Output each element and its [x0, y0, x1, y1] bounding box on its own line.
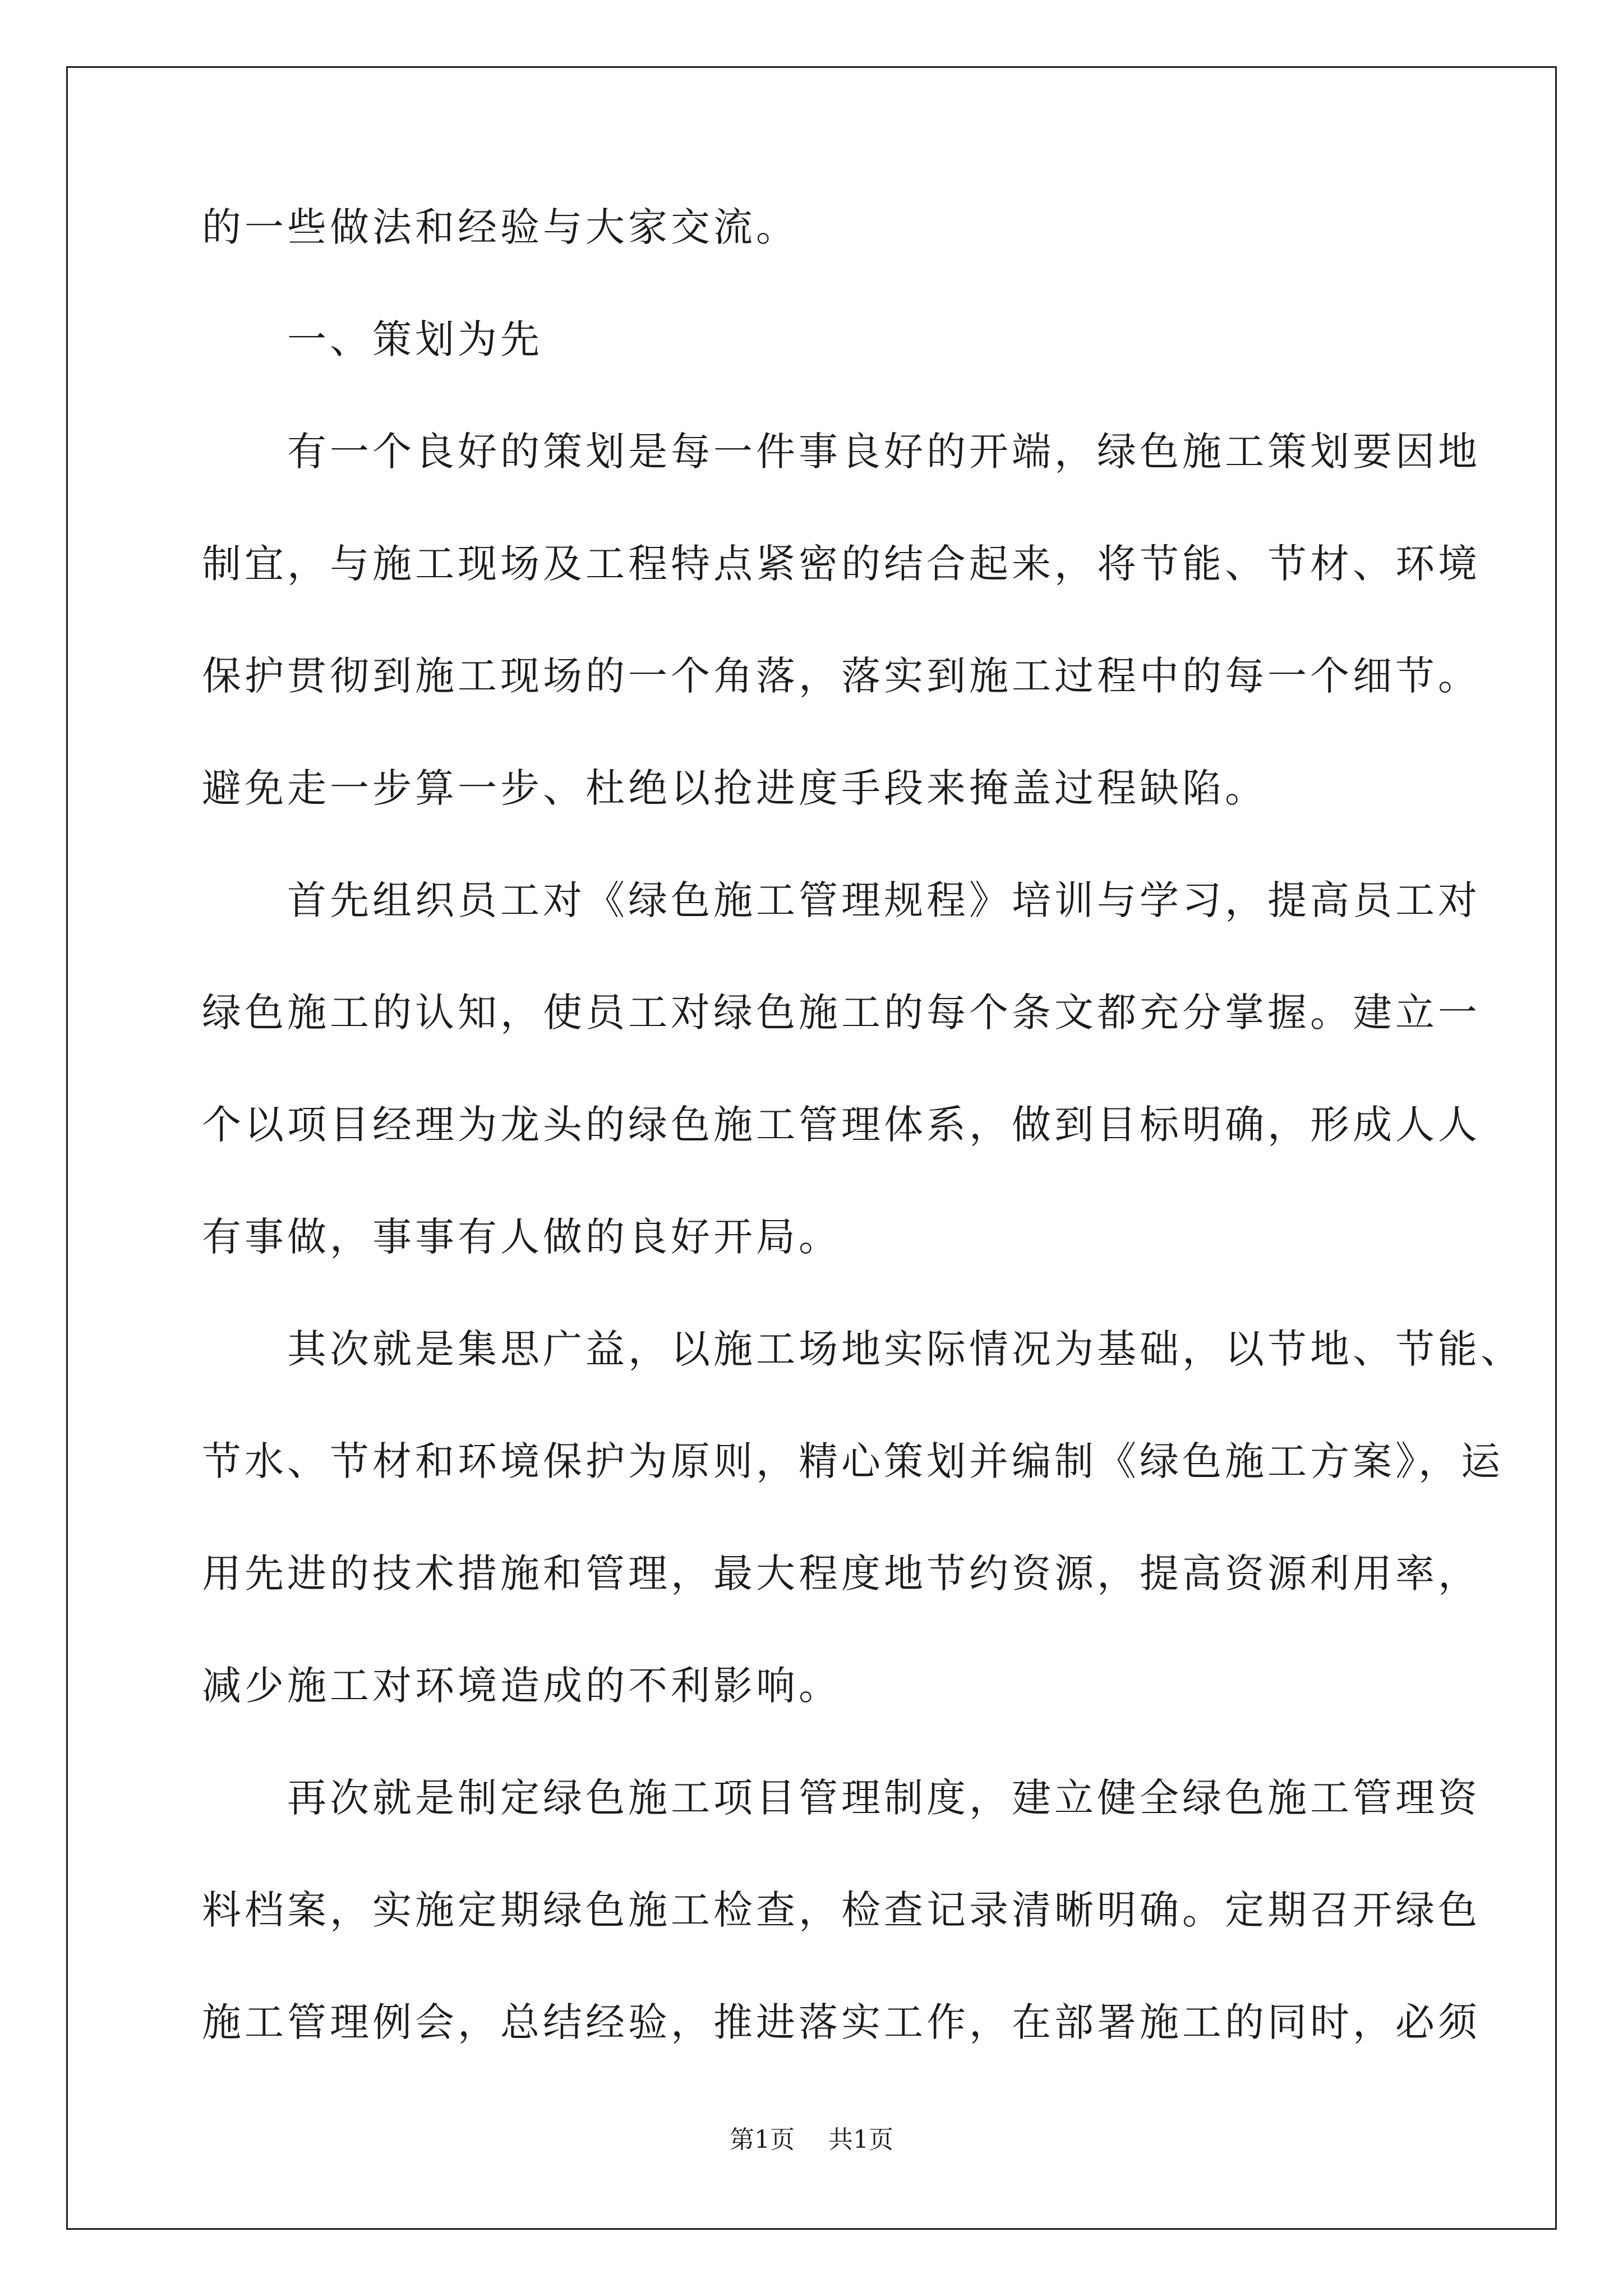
text-line: 节水、节材和环境保护为原则，精心策划并编制《绿色施工方案》，运 [202, 1438, 1504, 1484]
text-line: 有一个良好的策划是每一件事良好的开端，绿色施工策划要因地 [202, 429, 1481, 475]
text-line: 料档案，实施定期绿色施工检查，检查记录清晰明确。定期召开绿色 [202, 1887, 1481, 1933]
text-line: 绿色施工的认知，使员工对绿色施工的每个条文都充分掌握。建立一 [202, 990, 1481, 1036]
text-line: 施工管理例会，总结经验，推进落实工作，在部署施工的同时，必须 [202, 1999, 1481, 2045]
text-line: 的一些做法和经验与大家交流。 [202, 204, 799, 250]
text-line: 首先组织员工对《绿色施工管理规程》培训与学习，提高员工对 [202, 877, 1481, 923]
text-line: 用先进的技术措施和管理，最大程度地节约资源，提高资源利用率， [202, 1550, 1481, 1596]
page-total: 共1页 [828, 2125, 893, 2154]
page-number: 第1页 [730, 2125, 795, 2154]
text-line: 制宜，与施工现场及工程特点紧密的结合起来，将节能、节材、环境 [202, 541, 1481, 587]
text-line: 减少施工对环境造成的不利影响。 [202, 1663, 841, 1709]
section-heading: 一、策划为先 [202, 316, 543, 362]
text-line: 有事做，事事有人做的良好开局。 [202, 1214, 841, 1260]
text-line: 其次就是集思广益，以施工场地实际情况为基础，以节地、节能、 [202, 1326, 1523, 1372]
text-line: 再次就是制定绿色施工项目管理制度，建立健全绿色施工管理资 [202, 1775, 1481, 1821]
text-line: 避免走一步算一步、杜绝以抢进度手段来掩盖过程缺陷。 [202, 765, 1267, 811]
text-line: 保护贯彻到施工现场的一个角落，落实到施工过程中的每一个细节。 [202, 653, 1481, 699]
page-footer [0, 2126, 1623, 2154]
text-line: 个以项目经理为龙头的绿色施工管理体系，做到目标明确，形成人人 [202, 1102, 1481, 1148]
